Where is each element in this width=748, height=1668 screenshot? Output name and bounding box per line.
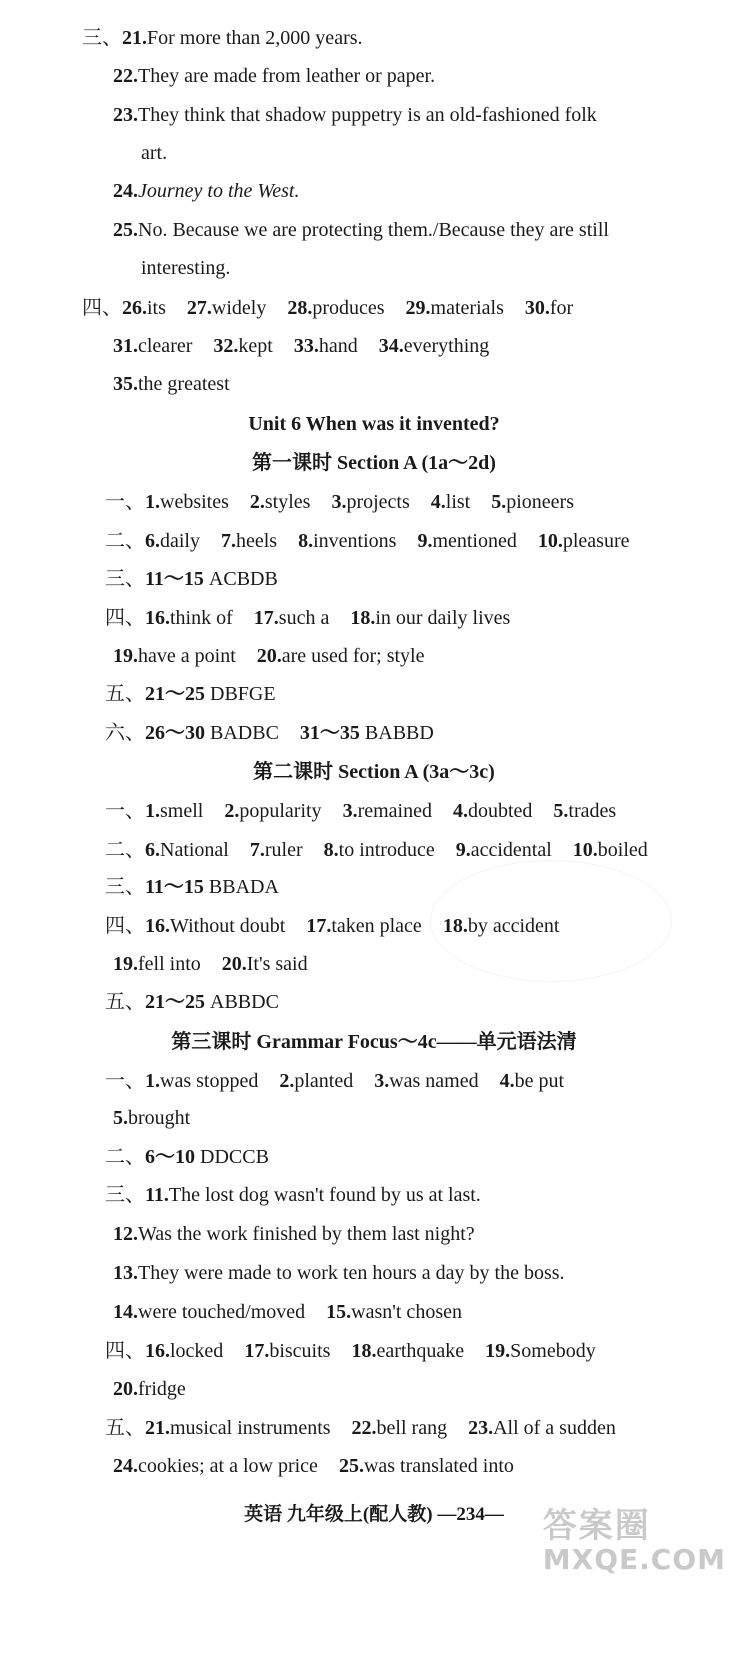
answer-line — [105, 873, 295, 901]
answer-line — [113, 1452, 530, 1480]
part-label: 五、 — [105, 683, 145, 705]
answer-text: The lost dog wasn't found by us at last. — [168, 1184, 481, 1206]
question-number: 25. — [338, 1455, 364, 1477]
question-number: 17. — [244, 1340, 270, 1362]
question-number: 30. — [524, 297, 550, 319]
answer-text: All of a sudden — [493, 1417, 616, 1439]
answer-item — [113, 645, 236, 667]
question-number: 17. — [253, 607, 279, 629]
question-number: 4. — [452, 800, 468, 822]
question-number: 22. — [113, 65, 138, 87]
page-footer: 英语 九年级上(配人教) —234— — [244, 1504, 504, 1525]
answer-text: boiled — [597, 839, 648, 861]
question-number: 20. — [113, 1378, 138, 1400]
answer-text: popularity — [239, 800, 322, 822]
question-number: 24. — [113, 1455, 138, 1477]
answer-item — [145, 1184, 481, 1206]
answer-line — [105, 1337, 612, 1365]
answer-text: hand — [318, 335, 358, 357]
answer-text: cookies; at a low price — [138, 1455, 318, 1477]
answer-text: bell rang — [376, 1417, 448, 1439]
question-number: 26. — [122, 297, 147, 319]
unit-title: Unit 6 When was it invented? — [248, 413, 500, 435]
question-number: 12. — [113, 1223, 138, 1245]
answer-item — [145, 1417, 331, 1439]
answer-line — [105, 912, 575, 940]
question-number: 23. — [468, 1417, 494, 1439]
part-label: 二、 — [105, 1146, 145, 1168]
answer-item — [145, 607, 233, 629]
question-number: 5. — [553, 800, 569, 822]
answer-item — [343, 800, 432, 822]
answer-item — [141, 257, 230, 279]
answer-text: heels — [236, 530, 278, 552]
answer-item — [113, 1455, 318, 1477]
answer-item — [113, 1107, 190, 1129]
answer-item — [113, 219, 609, 241]
answer-text: art. — [141, 142, 168, 164]
part-label: 四、 — [105, 915, 145, 937]
answer-text: have a point — [138, 645, 236, 667]
question-number: 15. — [326, 1301, 352, 1323]
answer-text: For more than 2,000 years. — [147, 27, 363, 49]
question-number: 3. — [374, 1070, 390, 1092]
answer-item — [113, 180, 299, 202]
answer-item — [553, 800, 616, 822]
part-label: 一、 — [105, 491, 145, 513]
answer-text: ACBDB — [203, 568, 278, 590]
answer-item — [500, 1070, 564, 1092]
answer-text: widely — [211, 297, 267, 319]
section-1-title: 第一课时 Section A (1a～2d) — [252, 452, 496, 474]
answer-text: Journey to the West. — [138, 180, 300, 202]
answer-text: No. Because we are protecting them./Because they are still — [138, 219, 609, 241]
answer-item — [250, 839, 303, 861]
answer-text: to introduce — [338, 839, 435, 861]
answer-item — [113, 373, 230, 395]
answer-text: kept — [238, 335, 273, 357]
question-number: 18. — [350, 607, 376, 629]
answer-text: DDCCB — [195, 1146, 269, 1168]
answer-line — [105, 719, 450, 747]
answer-text: fell into — [138, 953, 201, 975]
part-label: 一、 — [105, 800, 145, 822]
answer-text: They think that shadow puppetry is an old-fashioned folk — [138, 104, 597, 126]
question-number: 4. — [430, 491, 446, 513]
answer-text: BABBD — [359, 722, 434, 744]
answer-line — [113, 101, 613, 129]
answer-text: pioneers — [506, 491, 574, 513]
answer-item — [145, 839, 229, 861]
answer-item — [491, 491, 574, 513]
answer-text: were touched/moved — [138, 1301, 306, 1323]
answer-text: trades — [568, 800, 617, 822]
question-number: 3. — [331, 491, 347, 513]
answer-text: BADBC — [205, 722, 279, 744]
answer-item — [339, 1455, 514, 1477]
question-number: 18. — [442, 915, 468, 937]
answer-line — [113, 177, 315, 205]
answer-text: smell — [160, 800, 204, 822]
answer-text: everything — [403, 335, 490, 357]
question-number: 24. — [113, 180, 138, 202]
answer-text: It's said — [246, 953, 308, 975]
question-number: 20. — [221, 953, 247, 975]
question-number: 2. — [224, 800, 240, 822]
answer-item — [352, 1417, 448, 1439]
answer-line — [82, 294, 589, 322]
answer-text: was translated into — [363, 1455, 514, 1477]
part-label: 三、 — [105, 1184, 145, 1206]
question-number: 19. — [113, 953, 138, 975]
answer-text: remained — [357, 800, 432, 822]
part-label: 二、 — [105, 839, 145, 861]
answer-text: websites — [160, 491, 229, 513]
question-number: 9. — [417, 530, 433, 552]
answer-item — [300, 722, 434, 744]
answer-text: clearer — [138, 335, 193, 357]
answer-text: brought — [128, 1107, 191, 1129]
answer-line — [105, 836, 664, 864]
answer-text: DBFGE — [205, 683, 276, 705]
answer-item — [213, 335, 272, 357]
answer-item — [326, 1301, 462, 1323]
question-number: 34. — [378, 335, 404, 357]
part-label: 四、 — [82, 297, 122, 319]
answer-line — [105, 680, 292, 708]
question-number: 21～25 — [145, 683, 205, 705]
answer-line — [113, 332, 505, 360]
question-number: 1. — [145, 800, 160, 822]
answer-line — [141, 254, 246, 282]
answer-item — [257, 645, 425, 667]
answer-line — [105, 1414, 632, 1442]
question-number: 18. — [351, 1340, 377, 1362]
answer-text: inventions — [313, 530, 397, 552]
answer-line — [105, 488, 590, 516]
question-number: 13. — [113, 1262, 138, 1284]
answer-item — [287, 297, 384, 319]
answer-item — [379, 335, 490, 357]
part-label: 三、 — [82, 27, 122, 49]
question-number: 32. — [213, 335, 239, 357]
answer-item — [122, 27, 363, 49]
question-number: 19. — [485, 1340, 511, 1362]
answer-text: materials — [430, 297, 504, 319]
question-number: 22. — [351, 1417, 377, 1439]
question-number: 9. — [455, 839, 471, 861]
answer-line — [105, 565, 294, 593]
question-number: 11～15 — [145, 568, 204, 590]
answer-item — [279, 1070, 353, 1092]
answer-text: Without doubt — [170, 915, 286, 937]
answer-item — [113, 104, 597, 126]
answer-text: biscuits — [269, 1340, 331, 1362]
answer-text: be put — [514, 1070, 565, 1092]
answer-item — [113, 1378, 186, 1400]
answer-line — [105, 988, 295, 1016]
answer-text: fridge — [138, 1378, 186, 1400]
answer-item — [187, 297, 266, 319]
question-number: 31. — [113, 335, 138, 357]
section-2-title: 第二课时 Section A (3a～3c) — [253, 761, 495, 783]
answer-text: earthquake — [376, 1340, 465, 1362]
question-number: 23. — [113, 104, 138, 126]
answer-text: musical instruments — [170, 1417, 331, 1439]
part-label: 六、 — [105, 722, 145, 744]
question-number: 25. — [113, 219, 138, 241]
question-number: 26～30 — [145, 722, 205, 744]
answer-line — [113, 1298, 478, 1326]
answer-item — [351, 1340, 464, 1362]
question-number: 21～25 — [145, 991, 205, 1013]
part-label: 一、 — [105, 1070, 145, 1092]
answer-item — [254, 607, 330, 629]
answer-item — [113, 953, 201, 975]
answer-item — [406, 297, 504, 319]
answer-line — [113, 1104, 206, 1132]
answer-item — [145, 568, 278, 590]
answer-item — [417, 530, 516, 552]
question-number: 5. — [113, 1107, 128, 1129]
answer-text: think of — [170, 607, 233, 629]
answer-line — [141, 139, 183, 167]
answer-text: was named — [389, 1070, 479, 1092]
answer-item — [113, 65, 435, 87]
answer-item — [145, 1146, 269, 1168]
question-number: 21. — [145, 1417, 170, 1439]
answer-text: National — [160, 839, 229, 861]
answer-line — [105, 527, 646, 555]
answer-item — [145, 800, 203, 822]
answer-item — [456, 839, 552, 861]
question-number: 11. — [145, 1184, 169, 1206]
question-number: 6. — [145, 839, 160, 861]
answer-item — [145, 530, 200, 552]
question-number: 8. — [298, 530, 314, 552]
answer-item — [298, 530, 396, 552]
answer-text: styles — [264, 491, 311, 513]
answer-line — [113, 1259, 581, 1287]
question-number: 8. — [323, 839, 339, 861]
answer-text: projects — [346, 491, 410, 513]
answer-line — [113, 642, 440, 670]
answer-text: They are made from leather or paper. — [138, 65, 436, 87]
answer-text: accidental — [470, 839, 552, 861]
answer-line — [105, 797, 632, 825]
answer-line — [105, 1181, 497, 1209]
part-label: 五、 — [105, 991, 145, 1013]
question-number: 6～10 — [145, 1146, 195, 1168]
answer-item — [145, 1070, 258, 1092]
part-label: 五、 — [105, 1417, 145, 1439]
answer-text: taken place — [331, 915, 422, 937]
answer-item — [221, 530, 277, 552]
answer-item — [113, 1262, 565, 1284]
watermark-logo — [543, 1498, 726, 1576]
answer-item — [113, 1301, 305, 1323]
question-number: 7. — [221, 530, 236, 552]
answer-item — [250, 491, 311, 513]
question-number: 10. — [537, 530, 563, 552]
question-number: 1. — [145, 1070, 160, 1092]
answer-text: ruler — [264, 839, 303, 861]
answer-line — [113, 1375, 202, 1403]
answer-text: by accident — [467, 915, 560, 937]
answer-text: produces — [312, 297, 385, 319]
part-label: 四、 — [105, 1340, 145, 1362]
part-label: 四、 — [105, 607, 145, 629]
answer-text: such a — [278, 607, 330, 629]
question-number: 28. — [287, 297, 313, 319]
answer-item — [525, 297, 573, 319]
question-number: 2. — [279, 1070, 295, 1092]
answer-item — [468, 1417, 616, 1439]
question-number: 17. — [306, 915, 332, 937]
answer-item — [573, 839, 648, 861]
answer-text: interesting. — [141, 257, 231, 279]
answer-line — [105, 604, 526, 632]
answer-text: daily — [160, 530, 200, 552]
question-number: 5. — [491, 491, 507, 513]
question-number: 10. — [572, 839, 598, 861]
question-number: 4. — [499, 1070, 515, 1092]
answer-item — [538, 530, 630, 552]
answer-item — [244, 1340, 330, 1362]
answer-text: ABBDC — [205, 991, 279, 1013]
answer-text: are used for; style — [281, 645, 425, 667]
answer-item — [294, 335, 358, 357]
answer-text: locked — [170, 1340, 224, 1362]
answer-item — [224, 800, 321, 822]
answer-item — [443, 915, 560, 937]
answer-item — [145, 683, 276, 705]
question-number: 2. — [249, 491, 265, 513]
answer-item — [145, 876, 279, 898]
answer-text: in our daily lives — [375, 607, 511, 629]
answer-text: for — [549, 297, 574, 319]
question-number: 14. — [113, 1301, 138, 1323]
answer-item — [145, 491, 229, 513]
answer-text: Was the work finished by them last night? — [138, 1223, 475, 1245]
answer-text: its — [147, 297, 166, 319]
question-number: 27. — [186, 297, 212, 319]
answer-text: was stopped — [160, 1070, 259, 1092]
answer-text: Somebody — [510, 1340, 596, 1362]
question-number: 1. — [145, 491, 160, 513]
answer-item — [350, 607, 510, 629]
question-number: 3. — [342, 800, 358, 822]
answer-item — [453, 800, 532, 822]
question-number: 7. — [249, 839, 265, 861]
answer-item — [324, 839, 435, 861]
part-label: 三、 — [105, 876, 145, 898]
part-label: 三、 — [105, 568, 145, 590]
question-number: 21. — [122, 27, 147, 49]
question-number: 19. — [113, 645, 138, 667]
question-number: 16. — [145, 915, 170, 937]
answer-line — [113, 216, 625, 244]
answer-item — [222, 953, 308, 975]
answer-item — [113, 1223, 475, 1245]
answer-line — [105, 1067, 580, 1095]
answer-line — [113, 950, 324, 978]
question-number: 11～15 — [145, 876, 204, 898]
answer-text: the greatest — [138, 373, 230, 395]
part-label: 二、 — [105, 530, 145, 552]
answer-text: planted — [294, 1070, 354, 1092]
answer-line — [113, 370, 246, 398]
answer-text: mentioned — [432, 530, 517, 552]
question-number: 20. — [256, 645, 282, 667]
watermark-line-2: MXQE.COM — [542, 1543, 726, 1576]
answer-item — [145, 915, 285, 937]
question-number: 16. — [145, 1340, 170, 1362]
answer-text: BBADA — [203, 876, 279, 898]
answer-text: pleasure — [562, 530, 630, 552]
answer-item — [431, 491, 470, 513]
answer-item — [331, 491, 409, 513]
answer-item — [145, 1340, 223, 1362]
answer-text: wasn't chosen — [351, 1301, 462, 1323]
answer-item — [145, 722, 279, 744]
answer-item — [374, 1070, 478, 1092]
question-number: 16. — [145, 607, 170, 629]
answer-text: They were made to work ten hours a day by the boss. — [138, 1262, 565, 1284]
question-number: 29. — [405, 297, 431, 319]
question-number: 6. — [145, 530, 160, 552]
question-number: 33. — [293, 335, 319, 357]
answer-item — [122, 297, 166, 319]
answer-text: doubted — [467, 800, 533, 822]
answer-item — [306, 915, 422, 937]
answer-item — [485, 1340, 596, 1362]
section-3-title: 第三课时 Grammar Focus～4c——单元语法清 — [171, 1031, 577, 1053]
answer-line — [82, 24, 379, 52]
answer-line — [113, 1220, 491, 1248]
question-number: 31～35 — [299, 722, 360, 744]
answer-line — [105, 1143, 285, 1171]
answer-item — [145, 991, 279, 1013]
answer-line — [113, 62, 451, 90]
answer-text: list — [445, 491, 471, 513]
watermark-line-1: 答案圈 — [542, 1506, 651, 1546]
answer-item — [141, 142, 167, 164]
question-number: 35. — [113, 373, 138, 395]
answer-item — [113, 335, 192, 357]
